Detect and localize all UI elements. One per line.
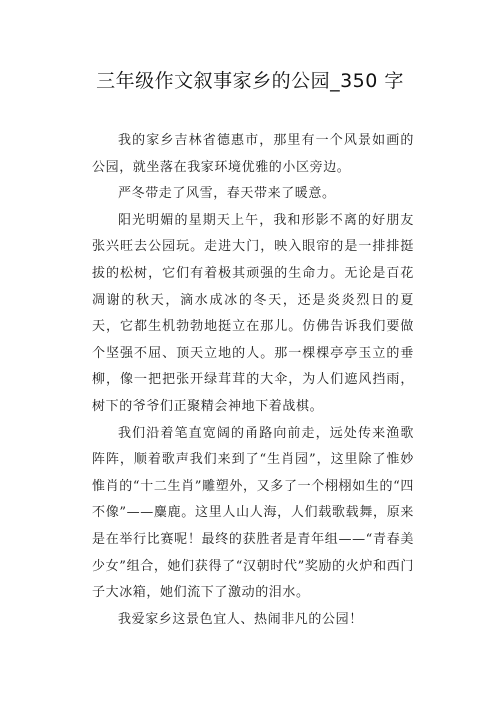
paragraph-2: 严冬带走了风雪，春天带来了暖意。 (118, 186, 336, 202)
document-title: 三年级作文叙事家乡的公园_350 字 (96, 70, 404, 92)
document-body (92, 128, 414, 633)
paragraph-3: 阳光明媚的星期天上午，我和形影不离的好朋友张兴旺去公园玩。走进大门，映入眼帘的是一排排挺拔的松树，它们有着极其顽强的生命力。无论是百花凋谢的秋天，滴水成冰的冬天，还是炎炎烈日的夏天，它都生机勃勃地挺立在那儿。仿佛告诉我们要做个坚强不屈、顶天立地的人。那一棵棵亭亭玉立的垂柳，像一把把张开绿茸茸的大伞，为人们遮风挡雨，树下的爷爷们正聚精会神地下着战棋。 (92, 212, 414, 414)
paragraph-4: 我们沿着笔直宽阔的甬路向前走，远处传来渔歌阵阵，顺着歌声我们来到了“生肖园”，这里除了惟妙惟肖的“十二生肖”雕塑外，又多了一个栩栩如生的“四不像”——麋鹿。这里人山人海，人们载歌载舞，原来是在举行比赛呢！最终的获胜者是青年组——“青春美少女”组合，她们获得了“汉朝时代”奖励的火炉和西门子大冰箱，她们流下了激动的泪水。 (92, 425, 414, 601)
paragraph-1: 我的家乡吉林省德惠市，那里有一个风景如画的公园，就坐落在我家环境优雅的小区旁边。 (92, 133, 414, 175)
paragraph-5: 我爱家乡这景色宜人、热闹非凡的公园！ (118, 611, 363, 627)
